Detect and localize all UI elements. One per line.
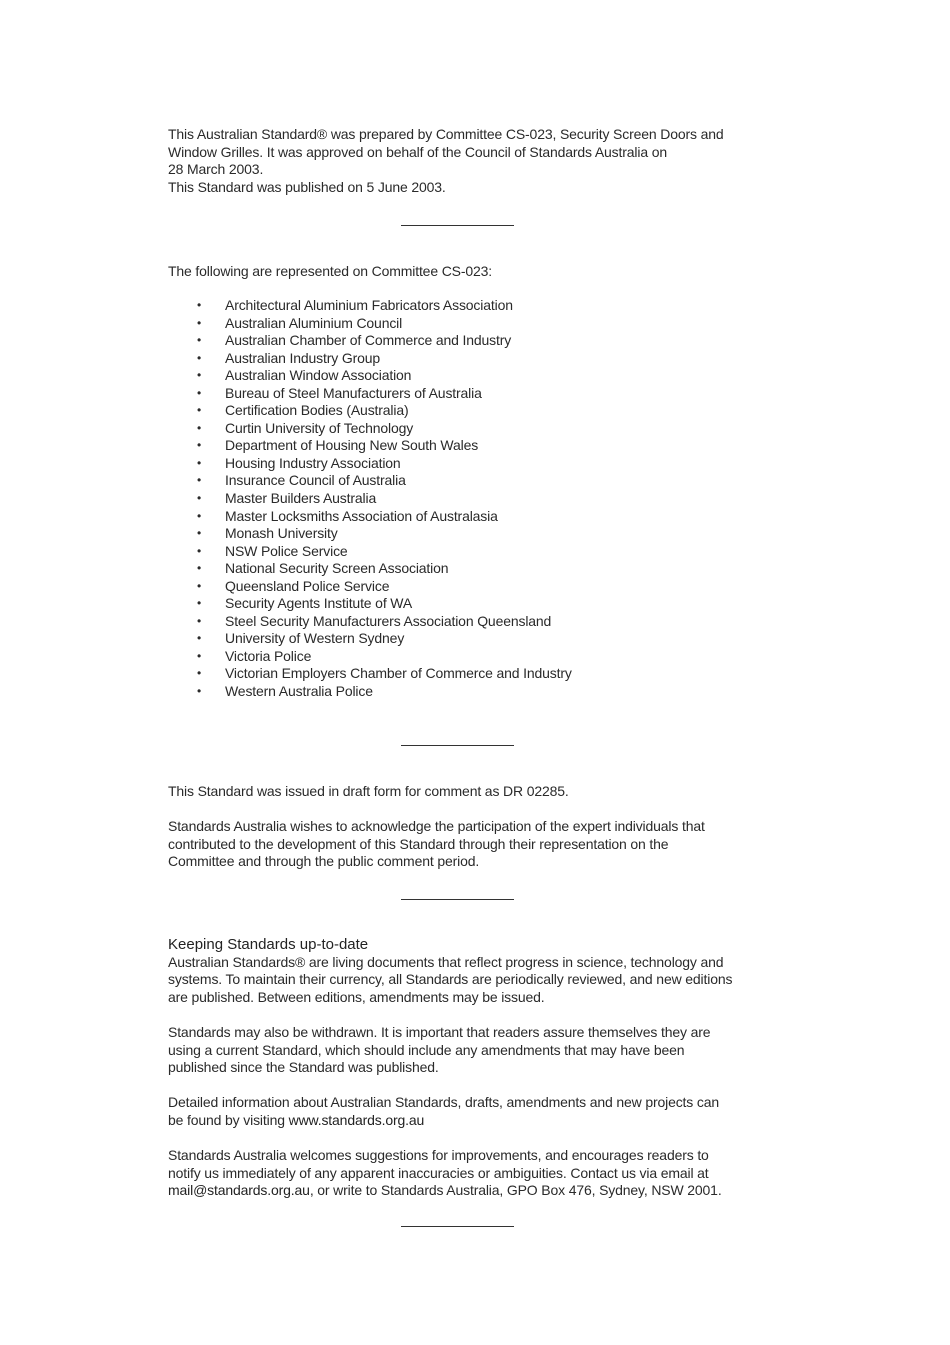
bullet-icon: • bbox=[197, 368, 202, 383]
committee-member-item bbox=[168, 648, 768, 666]
bullet-icon: • bbox=[197, 648, 202, 663]
spacer bbox=[168, 1130, 768, 1148]
uptodate-p3-prefix: be found by visiting bbox=[168, 1111, 289, 1128]
committee-member-name: Steel Security Manufacturers Association Queensland bbox=[225, 612, 552, 629]
email-link[interactable]: mail@standards.org.au bbox=[168, 1182, 310, 1199]
bullet-icon: • bbox=[197, 333, 202, 348]
bullet-icon: • bbox=[197, 578, 202, 593]
committee-member-item bbox=[168, 665, 768, 683]
committee-member-name: Curtin University of Technology bbox=[225, 419, 414, 436]
committee-member-name: Insurance Council of Australia bbox=[225, 472, 406, 489]
bullet-icon: • bbox=[197, 385, 202, 400]
committee-member-item bbox=[168, 472, 768, 490]
committee-heading bbox=[168, 263, 768, 281]
bullet-icon: • bbox=[197, 350, 202, 365]
acknowledgement-line: Standards Australia wishes to acknowledge the participation of the expert individuals that bbox=[168, 818, 705, 835]
committee-member-item bbox=[168, 508, 768, 526]
bullet-icon: • bbox=[197, 596, 202, 611]
uptodate-p4-line bbox=[168, 1182, 768, 1200]
committee-member-name: Victoria Police bbox=[225, 647, 312, 664]
committee-member-name: Victorian Employers Chamber of Commerce and Industry bbox=[225, 665, 572, 682]
committee-member-item bbox=[168, 420, 768, 438]
committee-member-name: Australian Chamber of Commerce and Industry bbox=[225, 332, 512, 349]
committee-member-item bbox=[168, 367, 768, 385]
bullet-icon: • bbox=[197, 561, 202, 576]
committee-member-name: Australian Industry Group bbox=[225, 349, 380, 366]
bullet-icon: • bbox=[197, 666, 202, 681]
bullet-icon: • bbox=[197, 420, 202, 435]
bullet-icon: • bbox=[197, 438, 202, 453]
committee-member-item bbox=[168, 683, 768, 701]
committee-member-item bbox=[168, 560, 768, 578]
uptodate-heading: Keeping Standards up-to-date bbox=[168, 936, 369, 953]
bullet-icon: • bbox=[197, 543, 202, 558]
committee-member-name: Master Locksmiths Association of Australasia bbox=[225, 507, 498, 524]
intro-line: Window Grilles. It was approved on behalf of the Council of Standards Australia on bbox=[168, 143, 667, 160]
acknowledgement-line: Committee and through the public comment period. bbox=[168, 853, 480, 870]
committee-member-name: Queensland Police Service bbox=[225, 577, 390, 594]
committee-member-list bbox=[168, 297, 768, 701]
section-divider bbox=[401, 899, 514, 900]
committee-member-item bbox=[168, 543, 768, 561]
committee-member-name: Certification Bodies (Australia) bbox=[225, 402, 409, 419]
committee-member-item bbox=[168, 297, 768, 315]
bullet-icon: • bbox=[197, 508, 202, 523]
committee-member-item bbox=[168, 490, 768, 508]
committee-member-name: Monash University bbox=[225, 525, 338, 542]
spacer bbox=[168, 1077, 768, 1095]
spacer bbox=[168, 801, 768, 819]
bullet-icon: • bbox=[197, 455, 202, 470]
section-divider bbox=[401, 745, 514, 746]
committee-member-item bbox=[168, 455, 768, 473]
section-divider bbox=[401, 1226, 514, 1227]
intro-paragraph bbox=[168, 126, 768, 196]
committee-member-item bbox=[168, 332, 768, 350]
uptodate-p3-line bbox=[168, 1112, 768, 1130]
committee-member-item bbox=[168, 578, 768, 596]
bullet-icon: • bbox=[197, 526, 202, 541]
acknowledgement-line: contributed to the development of this Standard through their representation on the bbox=[168, 835, 669, 852]
intro-line: 28 March 2003. bbox=[168, 161, 264, 178]
committee-member-item bbox=[168, 595, 768, 613]
committee-member-list-container bbox=[168, 297, 768, 701]
committee-member-item bbox=[168, 402, 768, 420]
uptodate-section bbox=[168, 936, 768, 1200]
committee-member-name: NSW Police Service bbox=[225, 542, 348, 559]
committee-member-item bbox=[168, 315, 768, 333]
committee-member-name: Architectural Aluminium Fabricators Association bbox=[225, 297, 513, 313]
uptodate-p4-line: Standards Australia welcomes suggestions for improvements, and encourages readers to bbox=[168, 1147, 709, 1164]
bullet-icon: • bbox=[197, 473, 202, 488]
bullet-icon: • bbox=[197, 684, 202, 699]
committee-member-item bbox=[168, 437, 768, 455]
bullet-icon: • bbox=[197, 631, 202, 646]
intro-line: This Australian Standard® was prepared by Committee CS-023, Security Screen Doors and bbox=[168, 126, 724, 142]
uptodate-p4-line: notify us immediately of any apparent inaccuracies or ambiguities. Contact us via email at bbox=[168, 1164, 709, 1181]
section-divider bbox=[401, 225, 514, 226]
committee-member-item bbox=[168, 385, 768, 403]
uptodate-p2-line: Standards may also be withdrawn. It is important that readers assure themselves they are bbox=[168, 1023, 711, 1040]
committee-member-item bbox=[168, 350, 768, 368]
committee-member-name: University of Western Sydney bbox=[225, 630, 405, 647]
committee-member-name: Master Builders Australia bbox=[225, 490, 377, 507]
uptodate-p1-line: are published. Between editions, amendments may be issued. bbox=[168, 988, 545, 1005]
draft-issued-text: This Standard was issued in draft form for comment as DR 02285. bbox=[168, 783, 569, 799]
draft-section bbox=[168, 783, 768, 871]
committee-member-name: Western Australia Police bbox=[225, 683, 373, 700]
committee-member-name: Bureau of Steel Manufacturers of Australia bbox=[225, 384, 482, 401]
committee-member-item bbox=[168, 630, 768, 648]
committee-member-name: Australian Aluminium Council bbox=[225, 314, 403, 331]
bullet-icon: • bbox=[197, 491, 202, 506]
committee-member-name: Housing Industry Association bbox=[225, 454, 401, 471]
spacer bbox=[168, 1006, 768, 1024]
bullet-icon: • bbox=[197, 613, 202, 628]
bullet-icon: • bbox=[197, 403, 202, 418]
committee-member-item bbox=[168, 613, 768, 631]
committee-member-name: Australian Window Association bbox=[225, 367, 412, 384]
website-link[interactable]: www.standards.org.au bbox=[288, 1111, 425, 1128]
committee-member-name: National Security Screen Association bbox=[225, 560, 449, 577]
uptodate-p4-suffix: , or write to Standards Australia, GPO Box 476, Sydney, NSW 2001. bbox=[309, 1182, 722, 1199]
uptodate-p2-line: published since the Standard was published. bbox=[168, 1059, 439, 1076]
committee-member-item bbox=[168, 525, 768, 543]
intro-line: This Standard was published on 5 June 2003. bbox=[168, 178, 446, 195]
committee-heading-text: The following are represented on Committee CS-023: bbox=[168, 263, 493, 279]
bullet-icon: • bbox=[197, 298, 202, 312]
committee-member-name: Department of Housing New South Wales bbox=[225, 437, 479, 454]
bullet-icon: • bbox=[197, 315, 202, 330]
uptodate-p1-line: Australian Standards® are living documents that reflect progress in science, technology and bbox=[168, 953, 724, 970]
uptodate-p3-line: Detailed information about Australian Standards, drafts, amendments and new projects can bbox=[168, 1094, 720, 1111]
uptodate-p1-line: systems. To maintain their currency, all Standards are periodically reviewed, and new editions bbox=[168, 971, 733, 988]
uptodate-p2-line: using a current Standard, which should include any amendments that may have been bbox=[168, 1041, 685, 1058]
committee-member-name: Security Agents Institute of WA bbox=[225, 595, 413, 612]
